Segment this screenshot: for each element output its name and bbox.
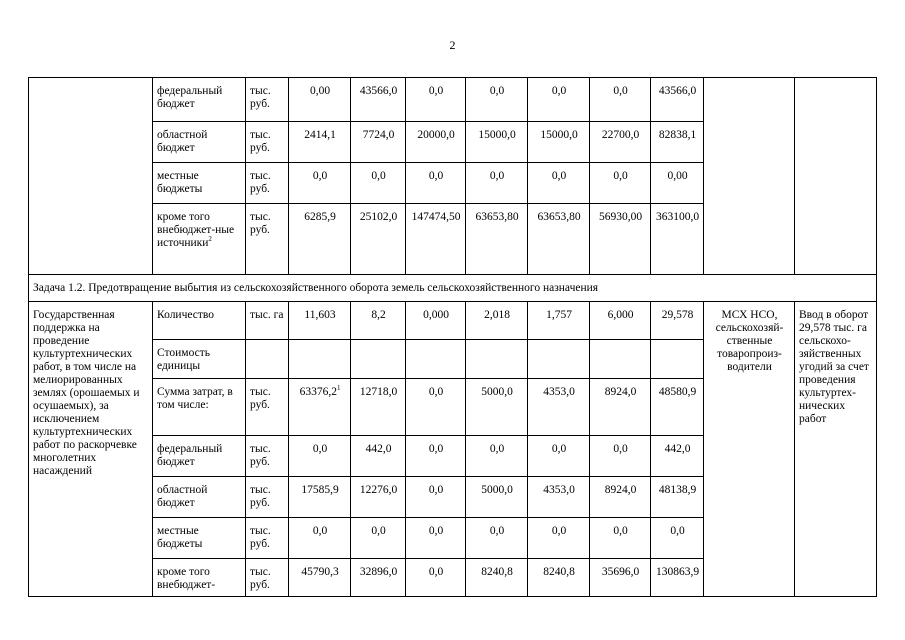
value-cell: 147474,50 — [406, 204, 466, 275]
value-cell: 0,0 — [406, 163, 466, 204]
value-cell: 2,018 — [466, 302, 528, 340]
empty-measure-cell — [29, 78, 153, 275]
value-cell: 56930,00 — [590, 204, 651, 275]
source-cell: местные бюджеты — [153, 163, 246, 204]
value-cell: 442,0 — [351, 436, 406, 477]
value-cell: 0,00 — [651, 163, 704, 204]
value-cell: 0,0 — [528, 518, 590, 559]
value-cell: 0,0 — [406, 559, 466, 597]
value-cell: 363100,0 — [651, 204, 704, 275]
unit-cell: тыс. руб. — [246, 559, 289, 597]
value-cell: 4353,0 — [528, 379, 590, 436]
value-cell: 8924,0 — [590, 477, 651, 518]
value-cell: 32896,0 — [351, 559, 406, 597]
value-cell: 0,0 — [590, 518, 651, 559]
source-cell: кроме того внебюджет- — [153, 559, 246, 597]
value-cell: 5000,0 — [466, 477, 528, 518]
value-cell: 4353,0 — [528, 477, 590, 518]
value-cell: 63653,80 — [466, 204, 528, 275]
value-cell: 25102,0 — [351, 204, 406, 275]
value-cell: 8924,0 — [590, 379, 651, 436]
value-cell: 63653,80 — [528, 204, 590, 275]
source-cell: областной бюджет — [153, 122, 246, 163]
value-cell: 43566,0 — [351, 78, 406, 122]
value-cell: 15000,0 — [528, 122, 590, 163]
empty-executor-cell — [704, 78, 795, 275]
value-cell: 15000,0 — [466, 122, 528, 163]
footnote-mark: 1 — [336, 384, 341, 393]
unit-cell: тыс. руб. — [246, 163, 289, 204]
value-cell: 130863,9 — [651, 559, 704, 597]
value-cell: 5000,0 — [466, 379, 528, 436]
value-cell: 8240,8 — [528, 559, 590, 597]
value-cell: 0,0 — [528, 163, 590, 204]
value-cell — [289, 379, 351, 436]
value-cell: 0,0 — [406, 379, 466, 436]
value-cell: 12276,0 — [351, 477, 406, 518]
value-cell: 0,0 — [590, 436, 651, 477]
source-cell: Стоимость единицы — [153, 340, 246, 379]
value-cell: 0,000 — [406, 302, 466, 340]
unit-cell: тыс. руб. — [246, 436, 289, 477]
value-cell: 0,0 — [466, 436, 528, 477]
source-cell: федеральный бюджет — [153, 78, 246, 122]
value-cell: 48580,9 — [651, 379, 704, 436]
value-cell: 48138,9 — [651, 477, 704, 518]
result-cell: Ввод в оборот 29,578 тыс. га сельскохо-зяйственных угодий за счет проведения культуртех-нических работ — [795, 302, 877, 597]
value-cell: 0,0 — [289, 163, 351, 204]
task-heading-row — [29, 275, 877, 302]
value-cell — [289, 340, 351, 379]
value-cell: 8240,8 — [466, 559, 528, 597]
source-cell: местные бюджеты — [153, 518, 246, 559]
measure-name: Государственная поддержка на проведение культуртехнических работ, в том числе на мелиорированных землях (орошаемых и осушаемых), за исключением культуртехнических работ по раскорчевке многолетних насаждений — [29, 302, 153, 597]
value-cell: 0,0 — [466, 163, 528, 204]
value-cell: 0,0 — [528, 78, 590, 122]
value-cell — [651, 340, 704, 379]
unit-cell: тыс. руб. — [246, 379, 289, 436]
value-cell: 35696,0 — [590, 559, 651, 597]
value-cell: 0,0 — [651, 518, 704, 559]
value-cell: 0,0 — [590, 78, 651, 122]
value-cell: 0,0 — [466, 78, 528, 122]
value-cell: 0,00 — [289, 78, 351, 122]
unit-cell: тыс. га — [246, 302, 289, 340]
value-cell: 8,2 — [351, 302, 406, 340]
value-cell — [528, 340, 590, 379]
page-number: 2 — [449, 38, 456, 52]
value-cell: 0,0 — [590, 163, 651, 204]
value-cell: 29,578 — [651, 302, 704, 340]
value-cell: 0,0 — [289, 518, 351, 559]
source-cell: Сумма затрат, в том числе: — [153, 379, 246, 436]
unit-cell: тыс. руб. — [246, 78, 289, 122]
value-cell: 0,0 — [528, 436, 590, 477]
value-cell: 22700,0 — [590, 122, 651, 163]
unit-cell — [246, 340, 289, 379]
value-cell: 11,603 — [289, 302, 351, 340]
value-cell — [466, 340, 528, 379]
unit-cell: тыс. руб. — [246, 122, 289, 163]
unit-cell: тыс. руб. — [246, 518, 289, 559]
footnote-mark: 2 — [208, 235, 212, 244]
executor-cell: МСХ НСО, сельскохозяй-ственные товаропроиз-водители — [704, 302, 795, 597]
value-cell: 0,0 — [406, 78, 466, 122]
value-cell: 0,0 — [406, 436, 466, 477]
value-cell: 442,0 — [651, 436, 704, 477]
value-cell: 0,0 — [406, 477, 466, 518]
value-cell: 6285,9 — [289, 204, 351, 275]
table-row — [29, 78, 877, 122]
value-cell: 45790,3 — [289, 559, 351, 597]
source-cell — [153, 204, 246, 275]
unit-cell: тыс. руб. — [246, 204, 289, 275]
source-cell: Количество — [153, 302, 246, 340]
value-cell: 0,0 — [406, 518, 466, 559]
value-cell: 7724,0 — [351, 122, 406, 163]
value-cell — [406, 340, 466, 379]
value-cell: 1,757 — [528, 302, 590, 340]
value-cell: 17585,9 — [289, 477, 351, 518]
value-cell: 0,0 — [351, 518, 406, 559]
value-cell: 0,0 — [466, 518, 528, 559]
task-heading: Задача 1.2. Предотвращение выбытия из сельскохозяйственного оборота земель сельскохозяйственного назначения — [29, 275, 877, 302]
value-cell: 6,000 — [590, 302, 651, 340]
value-cell: 2414,1 — [289, 122, 351, 163]
value-cell: 0,0 — [289, 436, 351, 477]
source-cell: областной бюджет — [153, 477, 246, 518]
value-cell — [351, 340, 406, 379]
table-row — [29, 302, 877, 340]
value-cell — [590, 340, 651, 379]
program-table — [28, 77, 877, 597]
unit-cell: тыс. руб. — [246, 477, 289, 518]
empty-result-cell — [795, 78, 877, 275]
value-cell: 43566,0 — [651, 78, 704, 122]
value-cell: 20000,0 — [406, 122, 466, 163]
value-cell: 12718,0 — [351, 379, 406, 436]
source-cell: федеральный бюджет — [153, 436, 246, 477]
value-text: 63376,2 — [299, 386, 337, 398]
source-text: кроме того внебюджет-ные источники — [157, 211, 235, 249]
value-cell: 0,0 — [351, 163, 406, 204]
value-cell: 82838,1 — [651, 122, 704, 163]
